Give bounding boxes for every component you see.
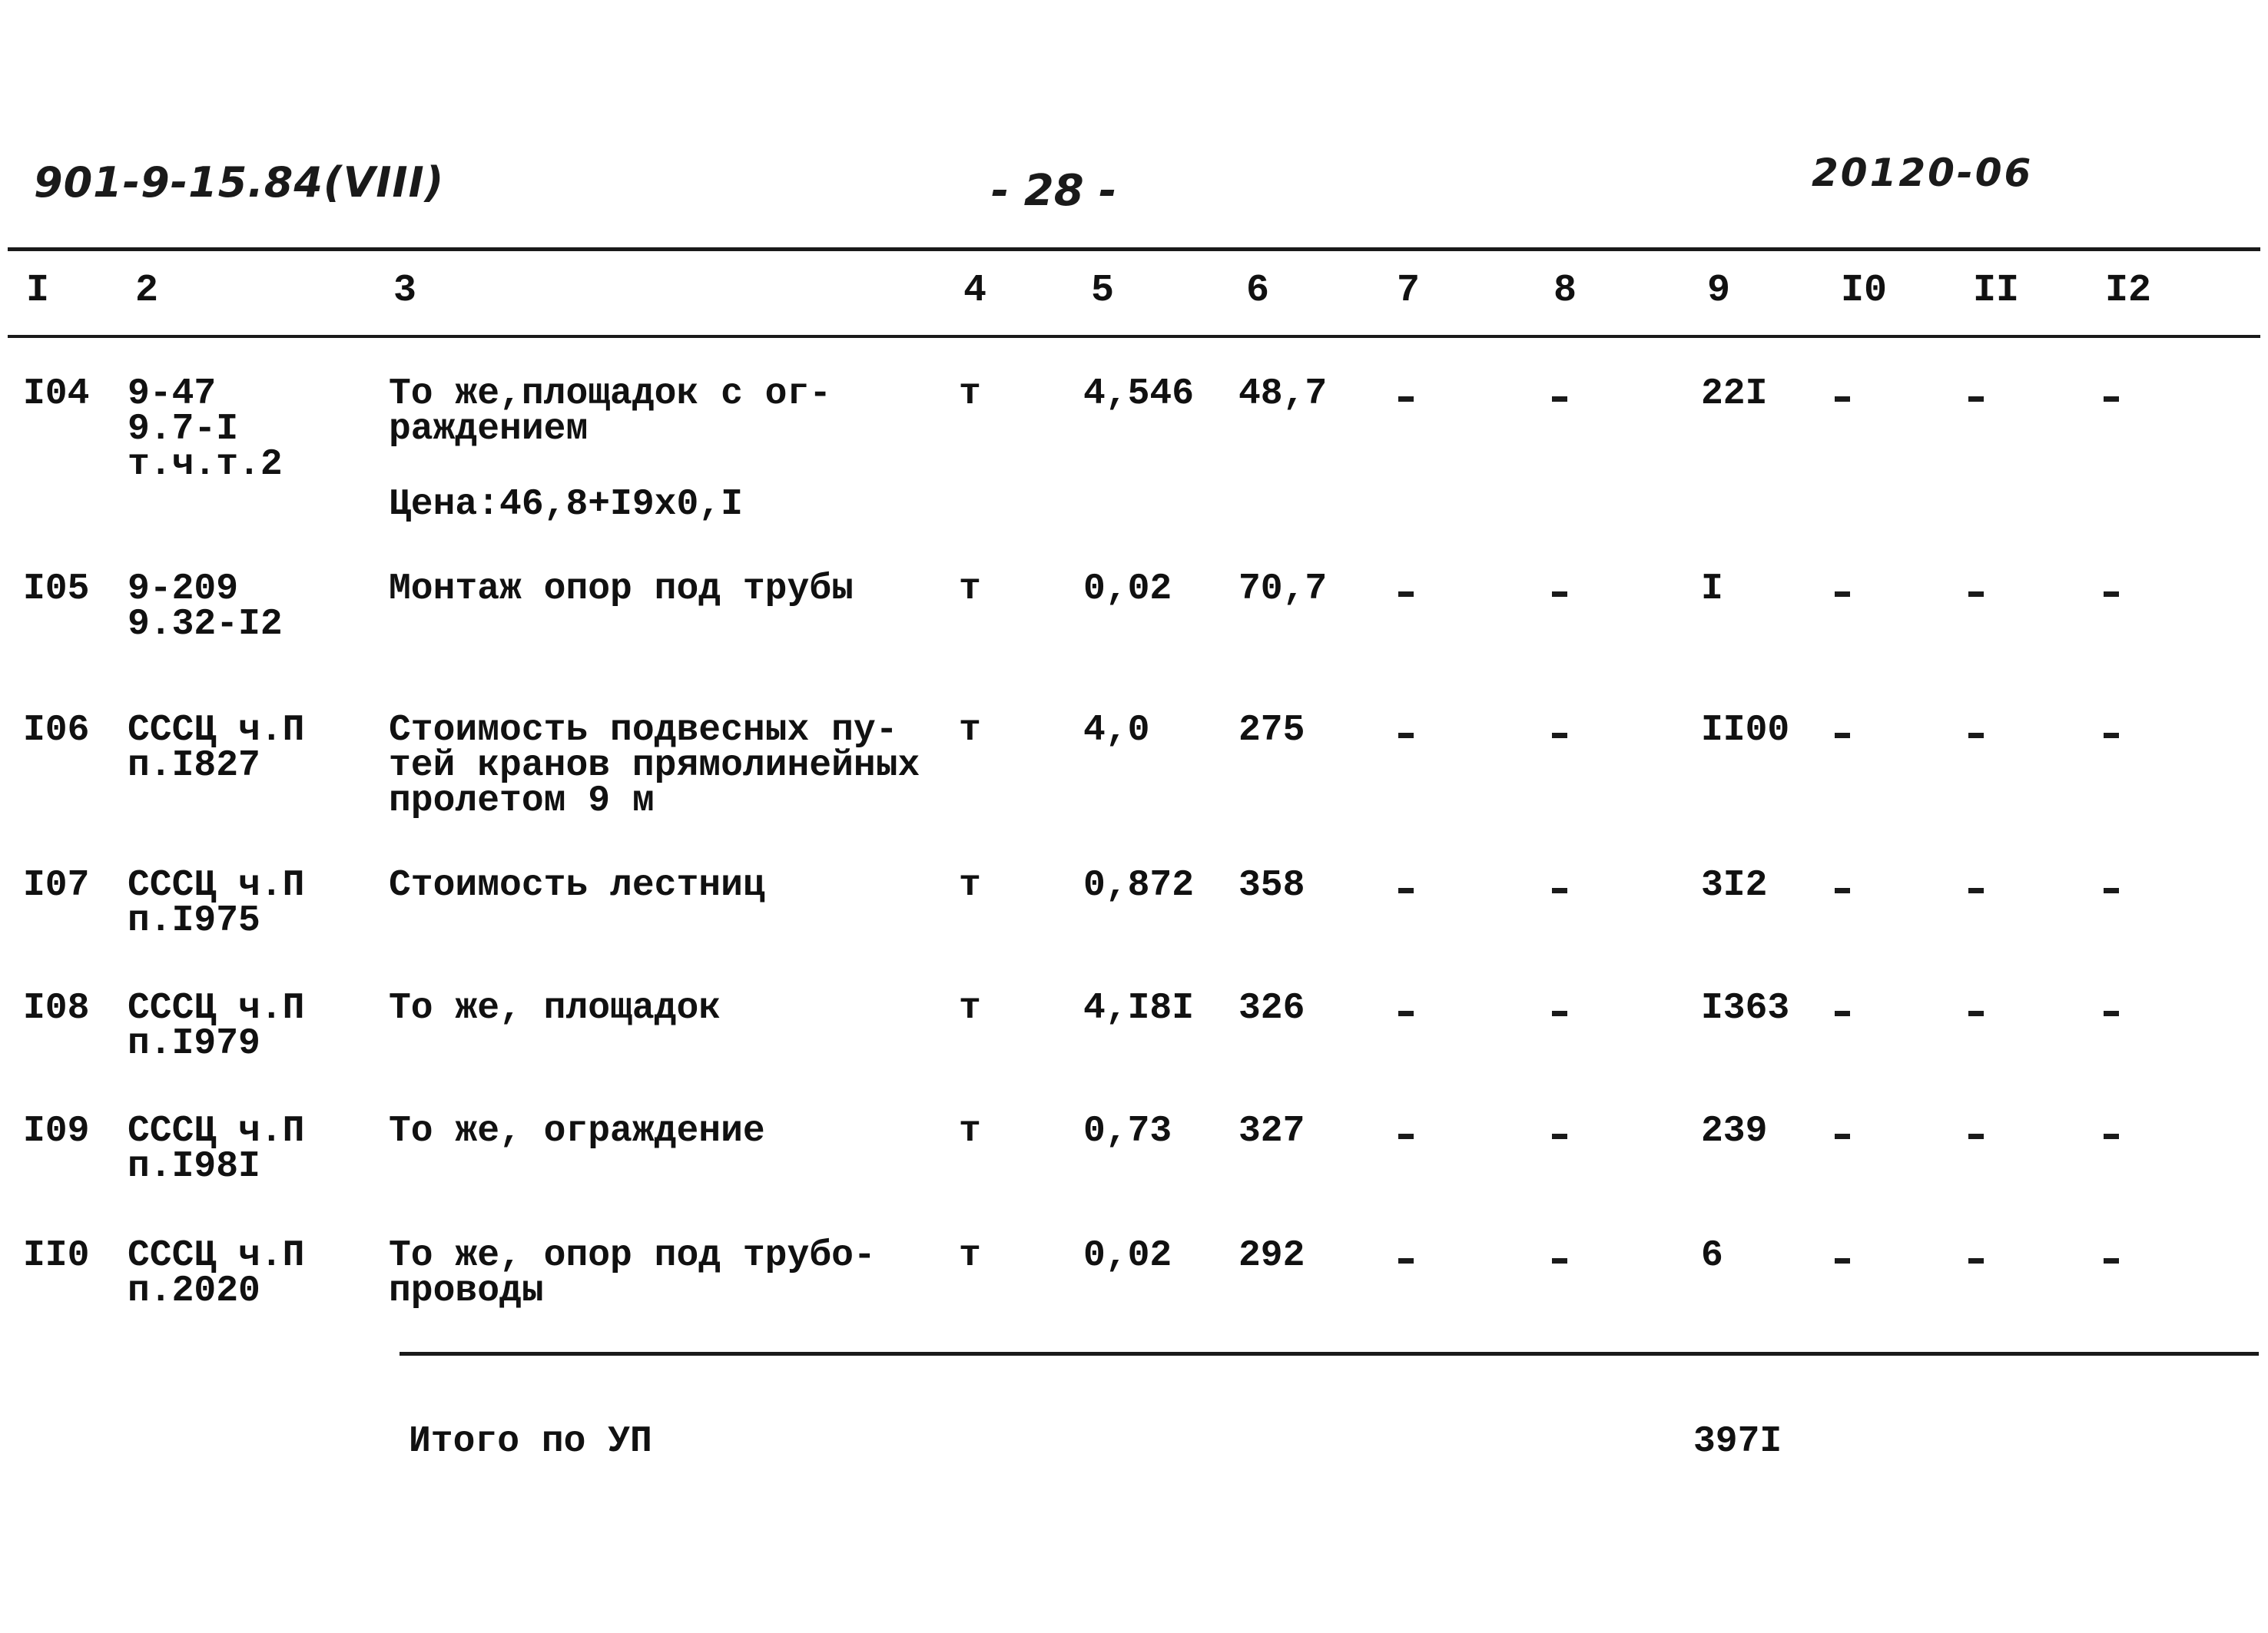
- quantity: 4,546: [1083, 373, 1195, 415]
- row-number: I07: [23, 865, 90, 906]
- empty-dash: [1552, 1011, 1567, 1016]
- reference-number: 20120-06: [1812, 151, 2034, 195]
- column-header: I2: [2105, 269, 2152, 313]
- empty-dash: [1835, 888, 1850, 893]
- quantity: 0,73: [1083, 1111, 1172, 1152]
- empty-dash: [2104, 888, 2119, 893]
- quantity: 4,0: [1083, 710, 1150, 751]
- empty-dash: [1398, 888, 1414, 893]
- unit-price: 275: [1238, 710, 1305, 751]
- work-description: Стоимость подвесных пу- тей кранов прямолинейных пролетом 9 м: [389, 710, 920, 822]
- empty-dash: [1398, 1258, 1414, 1264]
- empty-dash: [1835, 1134, 1850, 1139]
- empty-dash: [1835, 1258, 1850, 1264]
- summary-rule: [400, 1352, 2259, 1356]
- norm-code: СССЦ ч.П п.I975: [128, 865, 305, 942]
- row-number: II0: [23, 1235, 90, 1277]
- row-total: 6: [1701, 1235, 1723, 1277]
- empty-dash: [2104, 1011, 2119, 1016]
- empty-dash: [1835, 733, 1850, 738]
- work-description: Монтаж опор под трубы: [389, 568, 854, 610]
- column-header: 8: [1553, 269, 1577, 313]
- quantity: 0,02: [1083, 1235, 1172, 1277]
- unit: т: [959, 373, 981, 415]
- row-total: II00: [1701, 710, 1790, 751]
- empty-dash: [1552, 1258, 1567, 1264]
- unit: т: [959, 1235, 981, 1277]
- work-description: То же, площадок: [389, 988, 721, 1029]
- work-description: То же, опор под трубо- проводы: [389, 1235, 876, 1312]
- empty-dash: [1835, 1011, 1850, 1016]
- row-number: I06: [23, 710, 90, 751]
- empty-dash: [1398, 1011, 1414, 1016]
- empty-dash: [1552, 591, 1567, 597]
- row-total: I363: [1701, 988, 1790, 1029]
- document-code: 901-9-15.84(VIII): [34, 158, 445, 207]
- empty-dash: [1398, 591, 1414, 597]
- norm-code: СССЦ ч.П п.I827: [128, 710, 305, 787]
- empty-dash: [2104, 591, 2119, 597]
- row-total: I: [1701, 568, 1723, 610]
- quantity: 4,I8I: [1083, 988, 1195, 1029]
- column-header: 4: [963, 269, 987, 313]
- row-total: 22I: [1701, 373, 1768, 415]
- row-number: I04: [23, 373, 90, 415]
- unit-price: 70,7: [1238, 568, 1328, 610]
- column-header: 6: [1246, 269, 1270, 313]
- empty-dash: [1552, 396, 1567, 402]
- price-formula: Цена:46,8+I9x0,I: [389, 484, 743, 525]
- quantity: 0,872: [1083, 865, 1195, 906]
- empty-dash: [2104, 396, 2119, 402]
- unit: т: [959, 988, 981, 1029]
- norm-code: СССЦ ч.П п.2020: [128, 1235, 305, 1312]
- norm-code: 9-47 9.7-I т.ч.т.2: [128, 373, 283, 485]
- empty-dash: [1968, 888, 1984, 893]
- unit: т: [959, 710, 981, 751]
- empty-dash: [2104, 1258, 2119, 1264]
- norm-code: СССЦ ч.П п.I98I: [128, 1111, 305, 1187]
- column-header: I: [26, 269, 50, 313]
- unit: т: [959, 568, 981, 610]
- row-number: I08: [23, 988, 90, 1029]
- unit-price: 326: [1238, 988, 1305, 1029]
- empty-dash: [1835, 591, 1850, 597]
- empty-dash: [1398, 396, 1414, 402]
- unit-price: 327: [1238, 1111, 1305, 1152]
- row-total: 239: [1701, 1111, 1768, 1152]
- unit-price: 358: [1238, 865, 1305, 906]
- column-header: 9: [1707, 269, 1731, 313]
- column-header: 5: [1091, 269, 1115, 313]
- unit-price: 48,7: [1238, 373, 1328, 415]
- empty-dash: [1968, 733, 1984, 738]
- empty-dash: [1398, 733, 1414, 738]
- unit: т: [959, 865, 981, 906]
- summary-value: 397I: [1693, 1421, 1782, 1462]
- page-number: - 28 -: [991, 166, 1117, 216]
- work-description: Стоимость лестниц: [389, 865, 765, 906]
- table-top-rule: [8, 247, 2260, 251]
- work-description: То же, ограждение: [389, 1111, 765, 1152]
- empty-dash: [1552, 1134, 1567, 1139]
- row-number: I09: [23, 1111, 90, 1152]
- empty-dash: [2104, 1134, 2119, 1139]
- empty-dash: [1835, 396, 1850, 402]
- empty-dash: [1968, 1134, 1984, 1139]
- empty-dash: [1968, 396, 1984, 402]
- norm-code: 9-209 9.32-I2: [128, 568, 283, 645]
- column-header: II: [1973, 269, 2020, 313]
- row-number: I05: [23, 568, 90, 610]
- empty-dash: [1968, 591, 1984, 597]
- empty-dash: [1552, 733, 1567, 738]
- column-header: I0: [1841, 269, 1888, 313]
- column-header: 2: [135, 269, 159, 313]
- row-total: 3I2: [1701, 865, 1768, 906]
- empty-dash: [1968, 1011, 1984, 1016]
- empty-dash: [1968, 1258, 1984, 1264]
- table-header-rule: [8, 335, 2260, 338]
- column-header: 3: [393, 269, 417, 313]
- norm-code: СССЦ ч.П п.I979: [128, 988, 305, 1065]
- quantity: 0,02: [1083, 568, 1172, 610]
- unit-price: 292: [1238, 1235, 1305, 1277]
- work-description: То же,площадок с ог- раждением: [389, 373, 832, 450]
- column-header: 7: [1397, 269, 1421, 313]
- empty-dash: [1552, 888, 1567, 893]
- summary-label: Итого по УП: [409, 1421, 652, 1462]
- empty-dash: [2104, 733, 2119, 738]
- unit: т: [959, 1111, 981, 1152]
- empty-dash: [1398, 1134, 1414, 1139]
